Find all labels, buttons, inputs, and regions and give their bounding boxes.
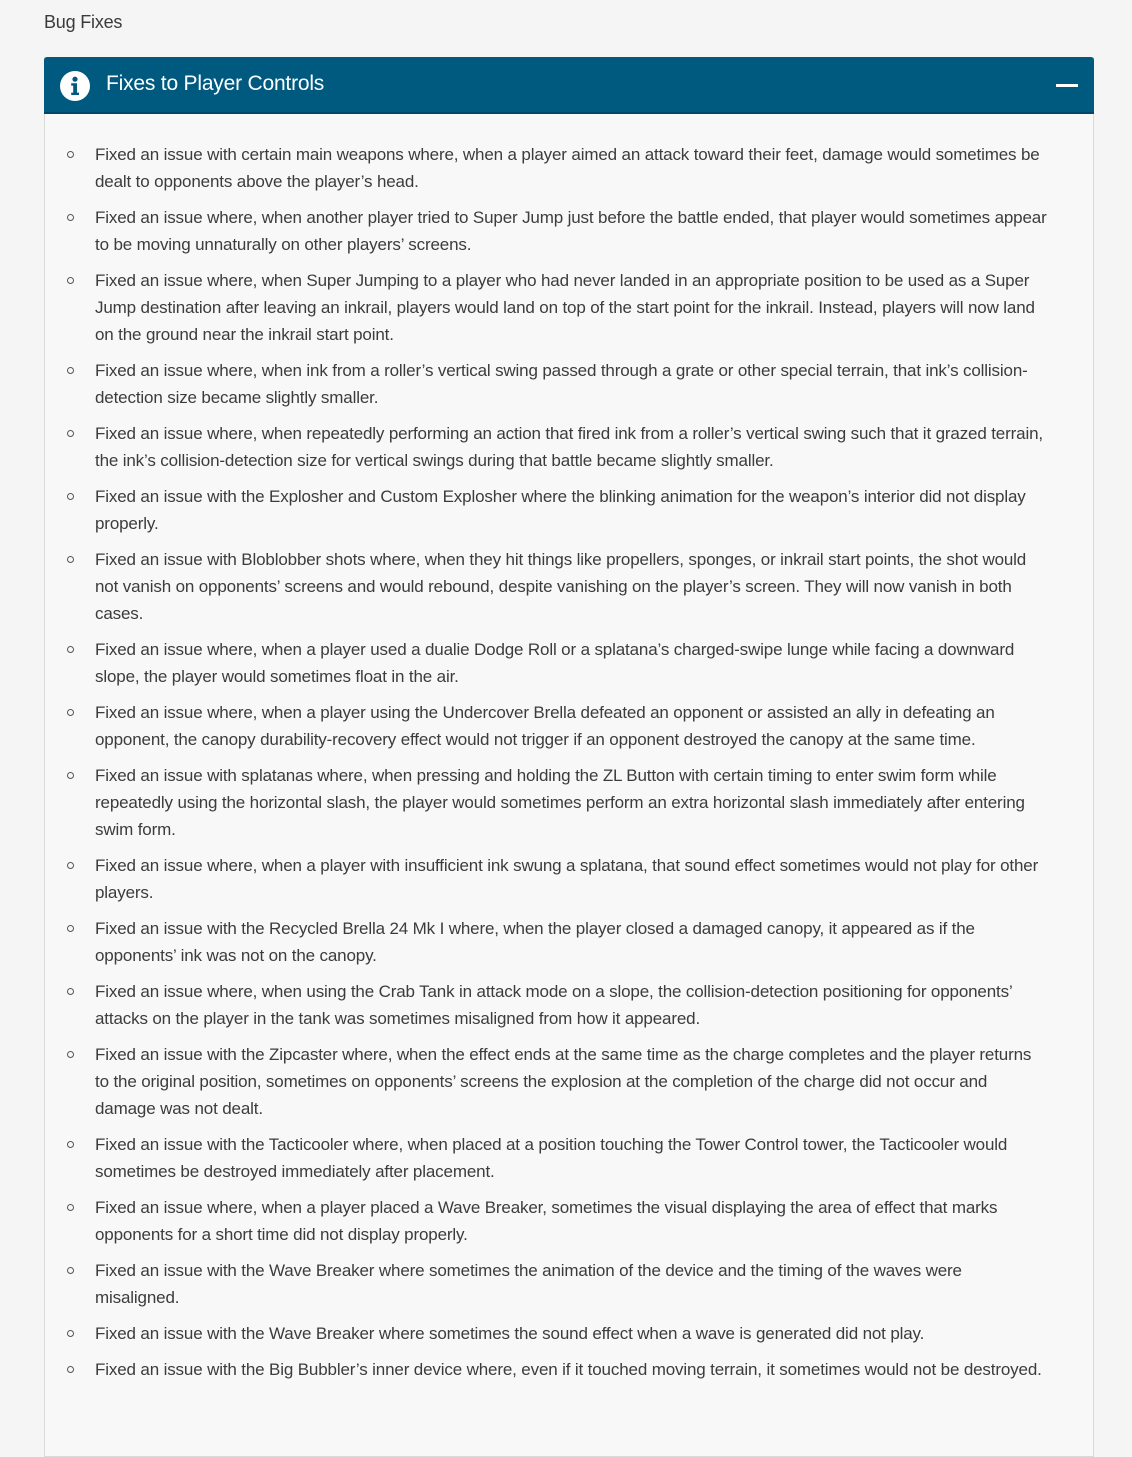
accordion-panel [44,57,1094,1457]
list-item-text: Fixed an issue with the Big Bubbler’s inner device where, even if it touched moving terrain, it sometimes would not be destroyed. [95,1360,1042,1379]
list-item [45,1131,1095,1185]
bullet-icon [67,430,74,437]
list-item [45,204,1095,258]
info-icon [60,71,90,101]
bullet-icon [67,151,74,158]
list-item-text: Fixed an issue with certain main weapons where, when a player aimed an attack toward their feet, damage would sometimes be dealt to opponents above the player’s head. [95,145,1040,191]
list-item-text: Fixed an issue where, when a player using the Undercover Brella defeated an opponent or assisted an ally in defeating an opponent, the canopy durability-recovery effect would not trigger if an opponent destroyed the canopy at the same time. [95,703,995,749]
list-item [45,1320,1095,1347]
bullet-icon [67,925,74,932]
bullet-icon [67,214,74,221]
list-item-text: Fixed an issue where, when another player tried to Super Jump just before the battle ended, that player would sometimes appear to be moving unnaturally on other players’ screens. [95,208,1047,254]
bullet-icon [67,556,74,563]
bullet-icon [67,709,74,716]
bullet-icon [67,862,74,869]
list-item [45,420,1095,474]
list-item [45,1257,1095,1311]
list-item [45,852,1095,906]
list-item [45,267,1095,348]
list-item [45,978,1095,1032]
list-item-text: Fixed an issue with the Tacticooler where, when placed at a position touching the Tower Control tower, the Tacticooler would sometimes be destroyed immediately after placement. [95,1135,1008,1181]
bullet-icon [67,1141,74,1148]
list-item [45,762,1095,843]
list-item-text: Fixed an issue where, when Super Jumping to a player who had never landed in an appropriate position to be used as a Super Jump destination after leaving an inkrail, players would land on top of the start point for the inkrail. Instead, players will now land on the ground near the inkrail start point. [95,271,1035,344]
list-item-text: Fixed an issue where, when using the Crab Tank in attack mode on a slope, the collision-detection positioning for opponents’ attacks on the player in the tank was sometimes misaligned from how it appeared. [95,982,1012,1028]
list-item-text: Fixed an issue with Bloblobber shots where, when they hit things like propellers, sponges, or inkrail start points, the shot would not vanish on opponents’ screens and would rebound, despite vanishing on the player’s screen. They will now vanish in both cases. [95,550,1027,623]
bullet-icon [67,277,74,284]
list-item-text: Fixed an issue where, when a player used a dualie Dodge Roll or a splatana’s charged-swipe lunge while facing a downward slope, the player would sometimes float in the air. [95,640,1015,686]
bullet-icon [67,1267,74,1274]
list-item [45,141,1095,195]
list-item [45,915,1095,969]
list-item-text: Fixed an issue with the Wave Breaker where sometimes the animation of the device and the timing of the waves were misaligned. [95,1261,962,1307]
bullet-icon [67,1330,74,1337]
bullet-icon [67,493,74,500]
collapse-button[interactable] [1056,73,1080,97]
list-item [45,1041,1095,1122]
section-title: Bug Fixes [44,12,123,32]
minus-icon [1056,84,1078,87]
bullet-icon [67,1051,74,1058]
list-item [45,1356,1095,1383]
list-item-text: Fixed an issue where, when repeatedly performing an action that fired ink from a roller’s vertical swing such that it grazed terrain, the ink’s collision-detection size for vertical swings during that battle became slightly smaller. [95,424,1043,470]
list-item-text: Fixed an issue where, when ink from a roller’s vertical swing passed through a grate or other special terrain, that ink’s collision-detection size became slightly smaller. [95,361,1028,407]
list-item-text: Fixed an issue with the Zipcaster where, when the effect ends at the same time as the charge completes and the player returns to the original position, sometimes on opponents’ screens the explosion at the completion of the charge did not occur and damage was not dealt. [95,1045,1032,1118]
list-item [45,636,1095,690]
bullet-icon [67,646,74,653]
list-item [45,1194,1095,1248]
list-item-text: Fixed an issue with the Explosher and Custom Explosher where the blinking animation for the weapon’s interior did not display properly. [95,487,1026,533]
list-item [45,546,1095,627]
list-item-text: Fixed an issue where, when a player placed a Wave Breaker, sometimes the visual displaying the area of effect that marks opponents for a short time did not display properly. [95,1198,998,1244]
bullet-icon [67,988,74,995]
list-item-text: Fixed an issue with the Recycled Brella 24 Mk I where, when the player closed a damaged canopy, it appeared as if the opponents’ ink was not on the canopy. [95,919,975,965]
bullet-icon [67,1366,74,1373]
bullet-icon [67,1204,74,1211]
panel-title: Fixes to Player Controls [106,72,325,95]
list-item-text: Fixed an issue with the Wave Breaker where sometimes the sound effect when a wave is generated did not play. [95,1324,925,1343]
list-item-text: Fixed an issue where, when a player with insufficient ink swung a splatana, that sound effect sometimes would not play for other players. [95,856,1039,902]
list-item [45,483,1095,537]
accordion-header[interactable] [44,57,1094,114]
bullet-icon [67,367,74,374]
bullet-icon [67,772,74,779]
list-item-text: Fixed an issue with splatanas where, when pressing and holding the ZL Button with certain timing to enter swim form while repeatedly using the horizontal slash, the player would sometimes perform an extra horizontal slash immediately after entering swim form. [95,766,1025,839]
list-item [45,357,1095,411]
list-item [45,699,1095,753]
fix-list [45,141,1095,1392]
